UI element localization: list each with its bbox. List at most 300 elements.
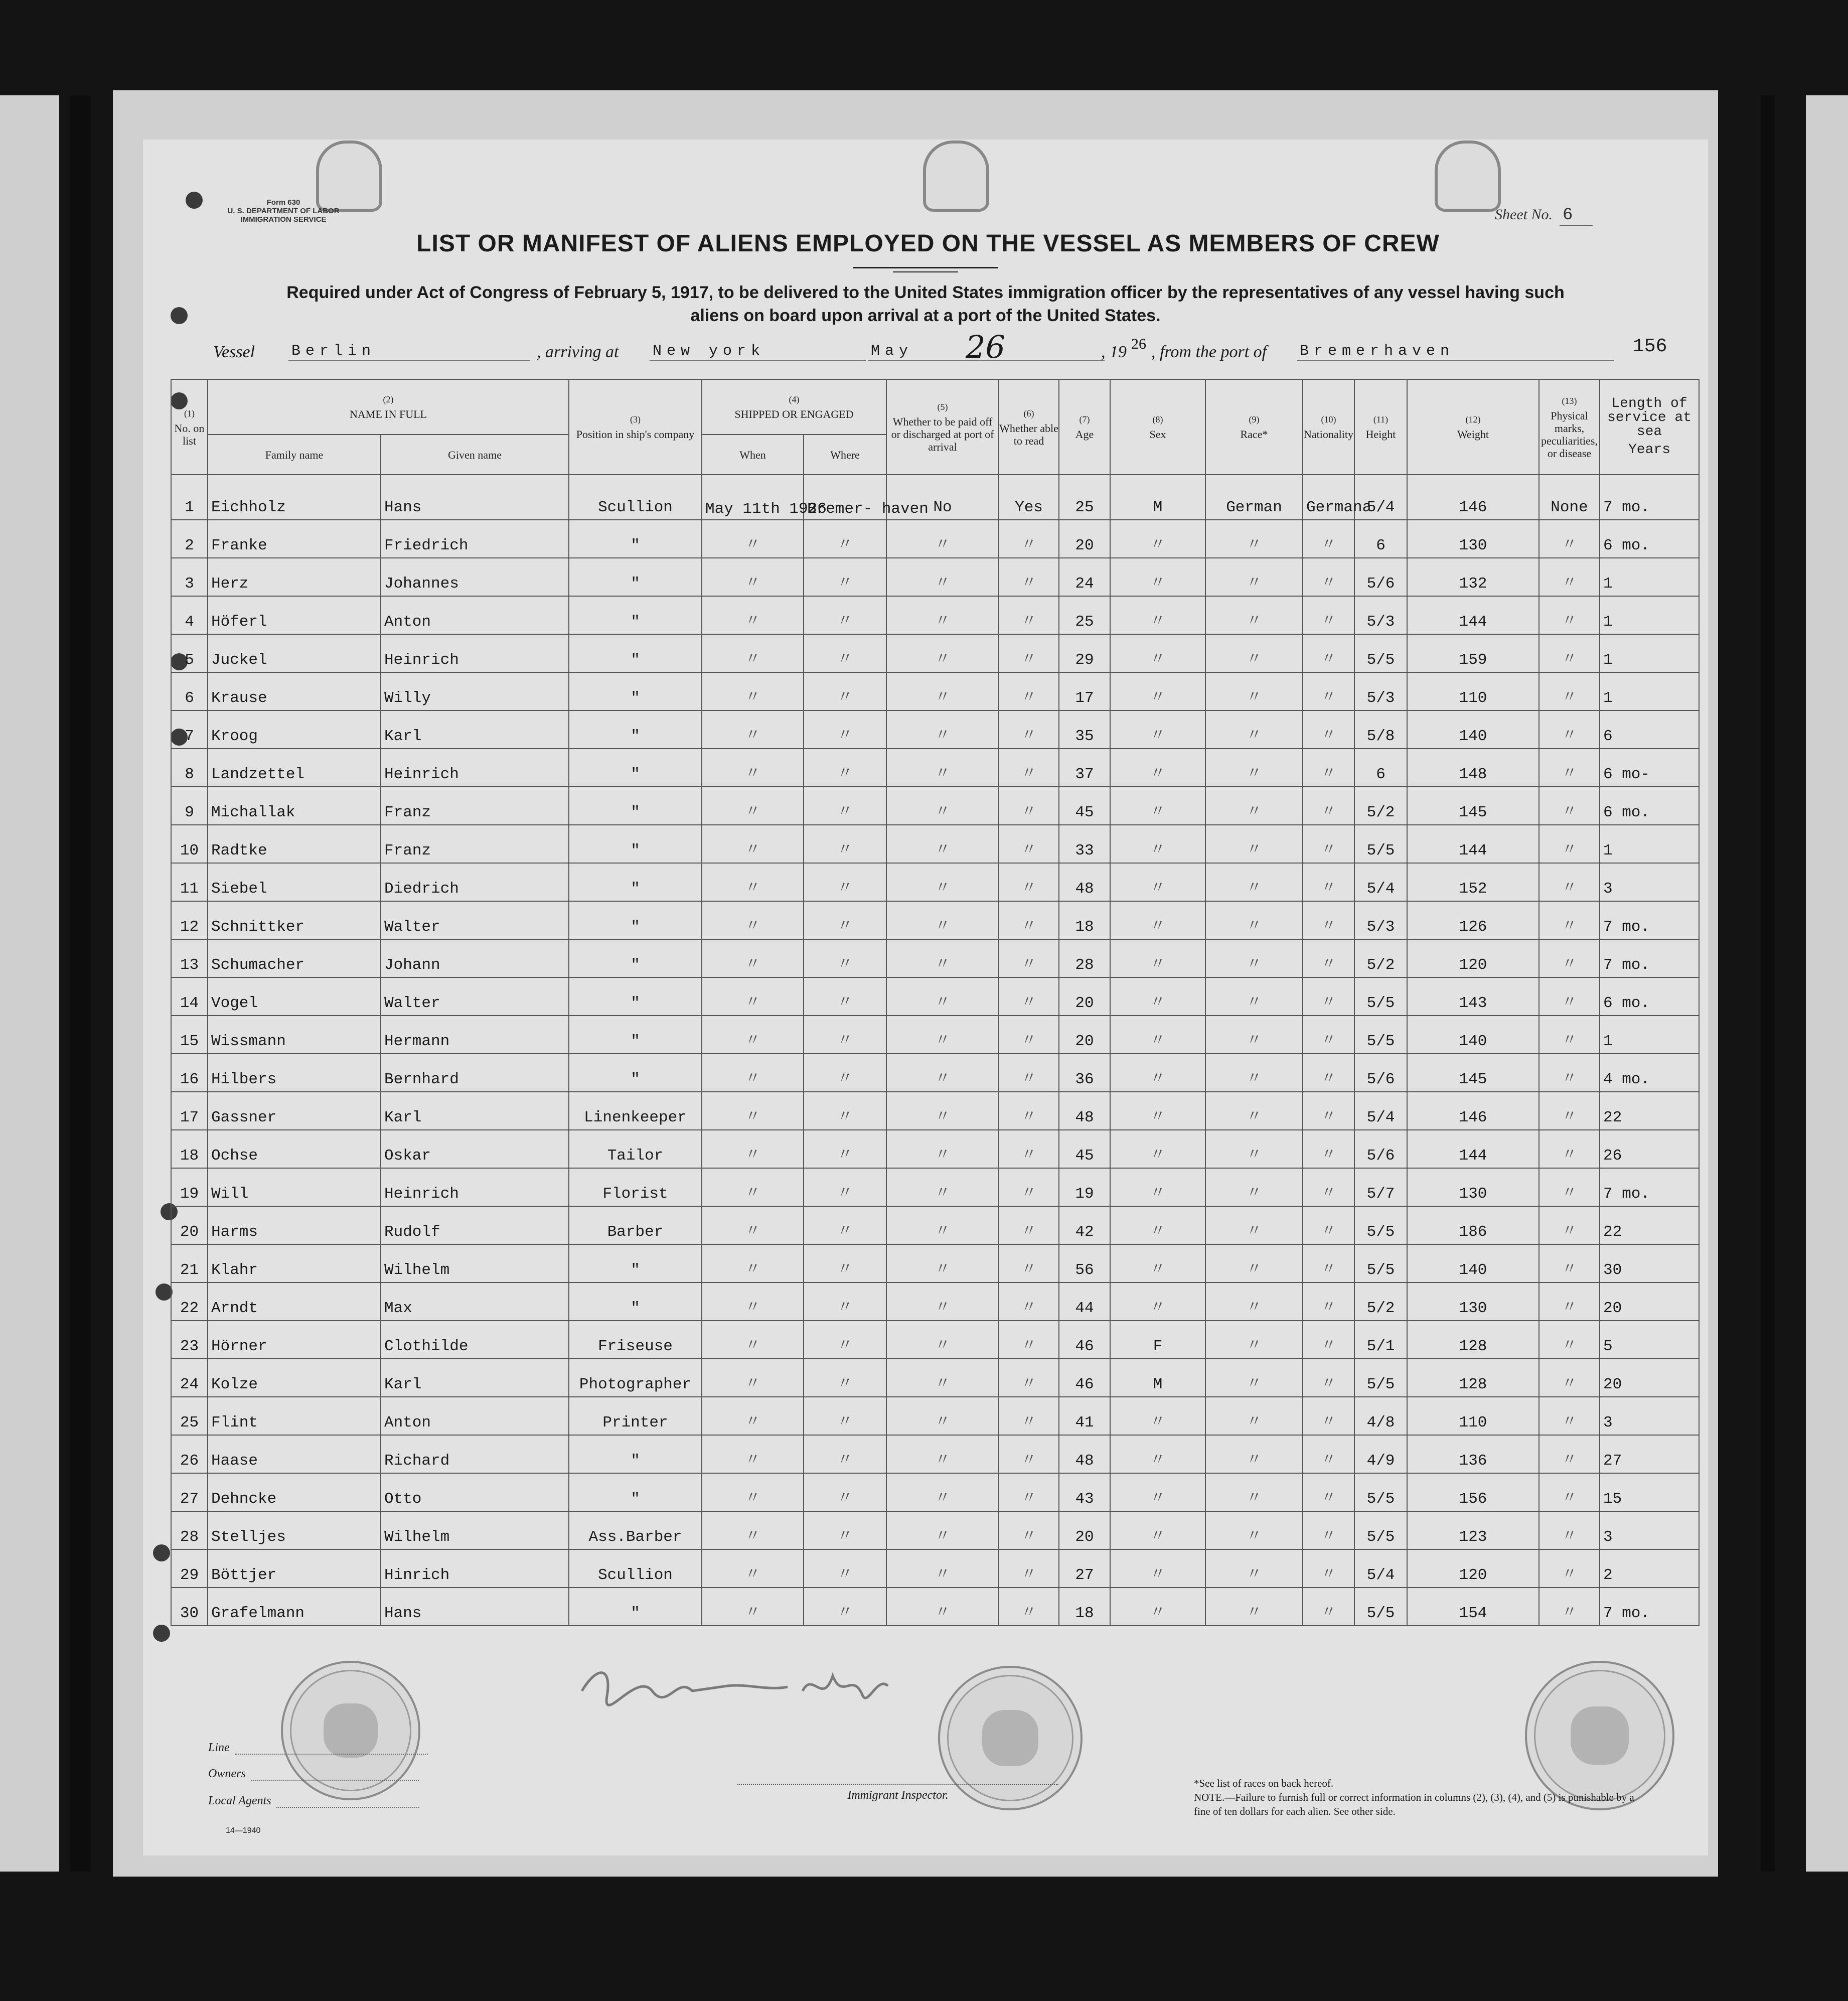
physical-marks-ditto: 〃 (1539, 558, 1600, 596)
physical-marks-ditto: 〃 (1539, 1359, 1600, 1397)
row-number: 20 (171, 1206, 208, 1244)
race-ditto: 〃 (1205, 634, 1303, 672)
form-code: 14—1940 (226, 1826, 261, 1835)
service-length: 5 (1600, 1321, 1699, 1359)
age: 36 (1059, 1054, 1110, 1092)
weight: 144 (1407, 825, 1539, 863)
able-to-read-ditto: 〃 (999, 1054, 1059, 1092)
physical-marks-ditto: 〃 (1539, 1588, 1600, 1626)
race-ditto: 〃 (1205, 1549, 1303, 1588)
paid-off-ditto: 〃 (886, 1244, 999, 1282)
given-name: Willy (381, 672, 569, 710)
col-age-header: (7) Age (1059, 379, 1110, 475)
crew-manifest-table (171, 379, 1700, 1626)
age: 18 (1059, 1588, 1110, 1626)
table-row (171, 672, 1699, 710)
family-name: Höferl (208, 596, 381, 634)
able-to-read-ditto: 〃 (999, 977, 1059, 1016)
physical-marks-ditto: 〃 (1539, 634, 1600, 672)
family-name: Juckel (208, 634, 381, 672)
weight: 130 (1407, 1282, 1539, 1321)
family-name: Will (208, 1168, 381, 1206)
able-to-read-ditto: 〃 (999, 1092, 1059, 1130)
paid-off: No (886, 475, 999, 520)
able-to-read-ditto: 〃 (999, 939, 1059, 977)
age: 20 (1059, 520, 1110, 558)
table-row (171, 1206, 1699, 1244)
age: 56 (1059, 1244, 1110, 1282)
table-row (171, 520, 1699, 558)
table-row (171, 1549, 1699, 1588)
from-label: , from the port of (1151, 343, 1267, 361)
paid-off-ditto: 〃 (886, 596, 999, 634)
arrival-port: New york (650, 343, 866, 361)
age: 18 (1059, 901, 1110, 939)
physical-marks-ditto: 〃 (1539, 977, 1600, 1016)
given-name: Franz (381, 787, 569, 825)
able-to-read-ditto: 〃 (999, 787, 1059, 825)
paid-off-ditto: 〃 (886, 1588, 999, 1626)
shipped-when-ditto: 〃 (702, 863, 804, 901)
family-name: Schnittker (208, 901, 381, 939)
physical-marks-ditto: 〃 (1539, 749, 1600, 787)
paid-off-ditto: 〃 (886, 1359, 999, 1397)
position: " (569, 749, 702, 787)
age: 46 (1059, 1359, 1110, 1397)
row-number: 14 (171, 977, 208, 1016)
service-length: 6 mo. (1600, 520, 1699, 558)
family-name: Vogel (208, 977, 381, 1016)
service-length: 7 mo. (1600, 939, 1699, 977)
paid-off-ditto: 〃 (886, 520, 999, 558)
shipped-when-ditto: 〃 (702, 749, 804, 787)
sex-ditto: 〃 (1110, 1397, 1205, 1435)
shipped-where-ditto: 〃 (804, 1016, 886, 1054)
sex-ditto: 〃 (1110, 1092, 1205, 1130)
service-length: 20 (1600, 1359, 1699, 1397)
punch-hole (171, 307, 188, 324)
given-name: Friedrich (381, 520, 569, 558)
family-name: Kroog (208, 710, 381, 749)
race-ditto: 〃 (1205, 977, 1303, 1016)
physical-marks-ditto: 〃 (1539, 1130, 1600, 1168)
physical-marks-ditto: 〃 (1539, 1092, 1600, 1130)
row-number: 10 (171, 825, 208, 863)
physical-marks-ditto: 〃 (1539, 1168, 1600, 1206)
height: 5/5 (1354, 634, 1407, 672)
col-height-header: (11) Height (1354, 379, 1407, 475)
position: " (569, 1473, 702, 1511)
service: IMMIGRATION SERVICE (240, 215, 327, 224)
able-to-read-ditto: 〃 (999, 1511, 1059, 1549)
family-name: Klahr (208, 1244, 381, 1282)
paid-off-ditto: 〃 (886, 939, 999, 977)
physical-marks-ditto: 〃 (1539, 710, 1600, 749)
height: 5/4 (1354, 1549, 1407, 1588)
table-row (171, 1168, 1699, 1206)
able-to-read-ditto: 〃 (999, 558, 1059, 596)
nationality-ditto: 〃 (1303, 1054, 1354, 1092)
height: 5/5 (1354, 1016, 1407, 1054)
nationality-ditto: 〃 (1303, 710, 1354, 749)
able-to-read-ditto: 〃 (999, 863, 1059, 901)
title-rule-short (893, 271, 958, 272)
paid-off-ditto: 〃 (886, 558, 999, 596)
position: " (569, 634, 702, 672)
race-ditto: 〃 (1205, 1168, 1303, 1206)
able-to-read-ditto: 〃 (999, 825, 1059, 863)
given-name: Wilhelm (381, 1244, 569, 1282)
shipped-when-ditto: 〃 (702, 1511, 804, 1549)
row-number: 18 (171, 1130, 208, 1168)
eagle-emblem (982, 1710, 1038, 1766)
position: Tailor (569, 1130, 702, 1168)
department: U. S. DEPARTMENT OF LABOR (227, 207, 340, 215)
given-name: Richard (381, 1435, 569, 1473)
col-given-name-header: Given name (381, 435, 569, 475)
physical-marks-ditto: 〃 (1539, 787, 1600, 825)
col-read-header: (6) Whether able to read (999, 379, 1059, 475)
col-when-header: When (702, 435, 804, 475)
row-number: 5 (171, 634, 208, 672)
given-name: Walter (381, 977, 569, 1016)
title-rule (853, 267, 998, 268)
shipped-where-ditto: 〃 (804, 558, 886, 596)
local-agents-field: Local Agents (208, 1794, 419, 1808)
able-to-read-ditto: 〃 (999, 1130, 1059, 1168)
weight: 143 (1407, 977, 1539, 1016)
paid-off-ditto: 〃 (886, 710, 999, 749)
position: " (569, 520, 702, 558)
height: 5/2 (1354, 787, 1407, 825)
given-name: Hans (381, 1588, 569, 1626)
able-to-read-ditto: 〃 (999, 672, 1059, 710)
weight: 145 (1407, 787, 1539, 825)
col-race-header: (9) Race* (1205, 379, 1303, 475)
shipped-where-ditto: 〃 (804, 1511, 886, 1549)
race-ditto: 〃 (1205, 939, 1303, 977)
row-number: 19 (171, 1168, 208, 1206)
given-name: Heinrich (381, 1168, 569, 1206)
position: " (569, 901, 702, 939)
col-shipped-header: (4) SHIPPED OR ENGAGED (702, 379, 886, 435)
shipped-where-ditto: 〃 (804, 825, 886, 863)
shipped-when-ditto: 〃 (702, 901, 804, 939)
family-name: Eichholz (208, 475, 381, 520)
age: 44 (1059, 1282, 1110, 1321)
sex-ditto: 〃 (1110, 596, 1205, 634)
sex-ditto: 〃 (1110, 977, 1205, 1016)
nationality-ditto: 〃 (1303, 1359, 1354, 1397)
height: 5/5 (1354, 1511, 1407, 1549)
shipped-when-ditto: 〃 (702, 1549, 804, 1588)
given-name: Rudolf (381, 1206, 569, 1244)
service-length: 3 (1600, 863, 1699, 901)
weight: 144 (1407, 596, 1539, 634)
shipped-where-ditto: 〃 (804, 1359, 886, 1397)
row-number: 22 (171, 1282, 208, 1321)
nationality-ditto: 〃 (1303, 749, 1354, 787)
row-number: 17 (171, 1092, 208, 1130)
sex-ditto: 〃 (1110, 1588, 1205, 1626)
shipped-when: May 11th 1926 (702, 475, 804, 520)
row-number: 8 (171, 749, 208, 787)
age: 43 (1059, 1473, 1110, 1511)
physical-marks-ditto: 〃 (1539, 1511, 1600, 1549)
vessel-line (213, 329, 1668, 369)
physical-marks-ditto: 〃 (1539, 1054, 1600, 1092)
physical-marks-ditto: 〃 (1539, 596, 1600, 634)
able-to-read-ditto: 〃 (999, 1168, 1059, 1206)
position: Friseuse (569, 1321, 702, 1359)
shipped-where-ditto: 〃 (804, 901, 886, 939)
weight: 132 (1407, 558, 1539, 596)
nationality-ditto: 〃 (1303, 863, 1354, 901)
race-ditto: 〃 (1205, 672, 1303, 710)
owners-field: Owners (208, 1767, 419, 1781)
family-name: Gassner (208, 1092, 381, 1130)
age: 37 (1059, 749, 1110, 787)
nationality-ditto: 〃 (1303, 1092, 1354, 1130)
line-field: Line (208, 1741, 428, 1755)
paid-off-ditto: 〃 (886, 825, 999, 863)
height: 4/9 (1354, 1435, 1407, 1473)
service-length: 26 (1600, 1130, 1699, 1168)
race-ditto: 〃 (1205, 1397, 1303, 1435)
able-to-read-ditto: 〃 (999, 1435, 1059, 1473)
sex: M (1110, 475, 1205, 520)
weight: 156 (1407, 1473, 1539, 1511)
col-service-header: Length of service at sea Years (1600, 379, 1699, 475)
shipped-where-ditto: 〃 (804, 596, 886, 634)
shipped-where-ditto: 〃 (804, 1206, 886, 1244)
table-row (171, 939, 1699, 977)
shipped-when-ditto: 〃 (702, 1588, 804, 1626)
family-name: Landzettel (208, 749, 381, 787)
weight: 159 (1407, 634, 1539, 672)
nationality-ditto: 〃 (1303, 1168, 1354, 1206)
age: 25 (1059, 596, 1110, 634)
race-ditto: 〃 (1205, 1016, 1303, 1054)
shipped-when-ditto: 〃 (702, 1473, 804, 1511)
sex: F (1110, 1321, 1205, 1359)
nationality-ditto: 〃 (1303, 1244, 1354, 1282)
stamp-number: 156 (1633, 336, 1667, 357)
service-length: 22 (1600, 1092, 1699, 1130)
weight: 110 (1407, 1397, 1539, 1435)
weight: 130 (1407, 1168, 1539, 1206)
family-name: Arndt (208, 1282, 381, 1321)
shipped-when-ditto: 〃 (702, 1016, 804, 1054)
height: 5/3 (1354, 672, 1407, 710)
race-ditto: 〃 (1205, 1511, 1303, 1549)
col-paid-off-header: (5) Whether to be paid off or discharged at port of arrival (886, 379, 999, 475)
row-number: 28 (171, 1511, 208, 1549)
position: Florist (569, 1168, 702, 1206)
table-row (171, 1473, 1699, 1511)
able-to-read-ditto: 〃 (999, 1282, 1059, 1321)
race-ditto: 〃 (1205, 596, 1303, 634)
height: 5/6 (1354, 558, 1407, 596)
row-number: 2 (171, 520, 208, 558)
given-name: Wilhelm (381, 1511, 569, 1549)
nationality-ditto: 〃 (1303, 520, 1354, 558)
weight: 154 (1407, 1588, 1539, 1626)
service-length: 1 (1600, 1016, 1699, 1054)
height: 6 (1354, 749, 1407, 787)
given-name: Johannes (381, 558, 569, 596)
nationality-ditto: 〃 (1303, 977, 1354, 1016)
sex-ditto: 〃 (1110, 939, 1205, 977)
nationality-ditto: 〃 (1303, 901, 1354, 939)
sex-ditto: 〃 (1110, 1511, 1205, 1549)
table-row (171, 1282, 1699, 1321)
binding-tag-right (1435, 140, 1501, 212)
nationality-ditto: 〃 (1303, 1473, 1354, 1511)
table-row (171, 596, 1699, 634)
given-name: Diedrich (381, 863, 569, 901)
table-row (171, 634, 1699, 672)
row-number: 27 (171, 1473, 208, 1511)
given-name: Hinrich (381, 1549, 569, 1588)
given-name: Otto (381, 1473, 569, 1511)
physical-marks-ditto: 〃 (1539, 672, 1600, 710)
sheet-label: Sheet No. (1495, 206, 1553, 223)
col-sex-header: (8) Sex (1110, 379, 1205, 475)
able-to-read-ditto: 〃 (999, 634, 1059, 672)
able-to-read-ditto: 〃 (999, 1549, 1059, 1588)
family-name: Schumacher (208, 939, 381, 977)
service-length: 1 (1600, 558, 1699, 596)
family-name: Michallak (208, 787, 381, 825)
service-length: 3 (1600, 1397, 1699, 1435)
sex-ditto: 〃 (1110, 787, 1205, 825)
shipped-when-ditto: 〃 (702, 1397, 804, 1435)
service-length: 3 (1600, 1511, 1699, 1549)
able-to-read-ditto: 〃 (999, 520, 1059, 558)
nationality-ditto: 〃 (1303, 1016, 1354, 1054)
height: 6 (1354, 520, 1407, 558)
age: 28 (1059, 939, 1110, 977)
weight: 146 (1407, 1092, 1539, 1130)
able-to-read-ditto: 〃 (999, 1016, 1059, 1054)
service-length: 6 mo. (1600, 787, 1699, 825)
weight: 145 (1407, 1054, 1539, 1092)
shipped-where-ditto: 〃 (804, 939, 886, 977)
race-ditto: 〃 (1205, 901, 1303, 939)
col-where-header: Where (804, 435, 886, 475)
sex-ditto: 〃 (1110, 520, 1205, 558)
footnote (1194, 1776, 1635, 1818)
subtitle-line-1: Required under Act of Congress of February 5, 1917, to be delivered to the United States immigration officer by the representatives of any vessel having such (286, 283, 1565, 302)
race-ditto: 〃 (1205, 1206, 1303, 1244)
position: " (569, 1244, 702, 1282)
race-ditto: 〃 (1205, 749, 1303, 787)
shipped-where-ditto: 〃 (804, 1092, 886, 1130)
table-row (171, 1397, 1699, 1435)
row-number: 23 (171, 1321, 208, 1359)
height: 5/5 (1354, 1244, 1407, 1282)
shipped-when-ditto: 〃 (702, 1130, 804, 1168)
vessel-label: Vessel (213, 343, 255, 361)
given-name: Oskar (381, 1130, 569, 1168)
race-ditto: 〃 (1205, 787, 1303, 825)
vessel-name: Berlin (288, 343, 530, 361)
physical-marks-ditto: 〃 (1539, 825, 1600, 863)
physical-marks-ditto: 〃 (1539, 863, 1600, 901)
age: 42 (1059, 1206, 1110, 1244)
table-row (171, 475, 1699, 520)
race-ditto: 〃 (1205, 1282, 1303, 1321)
race-ditto: 〃 (1205, 558, 1303, 596)
race-ditto: 〃 (1205, 825, 1303, 863)
given-name: Clothilde (381, 1321, 569, 1359)
sheet-number (1495, 206, 1593, 225)
height: 5/6 (1354, 1130, 1407, 1168)
shipped-where-ditto: 〃 (804, 634, 886, 672)
table-row (171, 825, 1699, 863)
shipped-where-ditto: 〃 (804, 520, 886, 558)
age: 48 (1059, 863, 1110, 901)
given-name: Karl (381, 1359, 569, 1397)
sex-ditto: 〃 (1110, 1054, 1205, 1092)
race-ditto: 〃 (1205, 1244, 1303, 1282)
table-row (171, 1588, 1699, 1626)
immigrant-inspector-label: Immigrant Inspector. (737, 1784, 1058, 1802)
row-number: 13 (171, 939, 208, 977)
sex: M (1110, 1359, 1205, 1397)
able-to-read-ditto: 〃 (999, 1397, 1059, 1435)
paid-off-ditto: 〃 (886, 634, 999, 672)
departure-port: Bremerhaven (1297, 343, 1614, 361)
age: 41 (1059, 1397, 1110, 1435)
shipped-where-ditto: 〃 (804, 1549, 886, 1588)
height: 5/4 (1354, 475, 1407, 520)
service-length: 7 mo. (1600, 901, 1699, 939)
shipped-when-ditto: 〃 (702, 672, 804, 710)
physical-marks-ditto: 〃 (1539, 1397, 1600, 1435)
physical-marks-ditto: 〃 (1539, 1244, 1600, 1282)
age: 46 (1059, 1321, 1110, 1359)
table-row (171, 1054, 1699, 1092)
paid-off-ditto: 〃 (886, 1321, 999, 1359)
position: " (569, 1016, 702, 1054)
height: 5/5 (1354, 1359, 1407, 1397)
service-length: 7 mo. (1600, 1588, 1699, 1626)
position: " (569, 596, 702, 634)
shipped-where: Bremer- haven (804, 475, 886, 520)
shipped-where-ditto: 〃 (804, 749, 886, 787)
age: 48 (1059, 1435, 1110, 1473)
position: " (569, 863, 702, 901)
position: " (569, 825, 702, 863)
races-note: *See list of races on back hereof. (1194, 1777, 1334, 1789)
service-length: 22 (1600, 1206, 1699, 1244)
shipped-where-ditto: 〃 (804, 863, 886, 901)
sex-ditto: 〃 (1110, 1168, 1205, 1206)
shipped-when-ditto: 〃 (702, 825, 804, 863)
shipped-when-ditto: 〃 (702, 1054, 804, 1092)
physical-marks-ditto: 〃 (1539, 901, 1600, 939)
nationality-ditto: 〃 (1303, 939, 1354, 977)
family-name: Krause (208, 672, 381, 710)
position: " (569, 1054, 702, 1092)
service-length: 1 (1600, 634, 1699, 672)
height: 5/4 (1354, 863, 1407, 901)
shipped-when-ditto: 〃 (702, 1359, 804, 1397)
weight: 152 (1407, 863, 1539, 901)
sex-ditto: 〃 (1110, 863, 1205, 901)
